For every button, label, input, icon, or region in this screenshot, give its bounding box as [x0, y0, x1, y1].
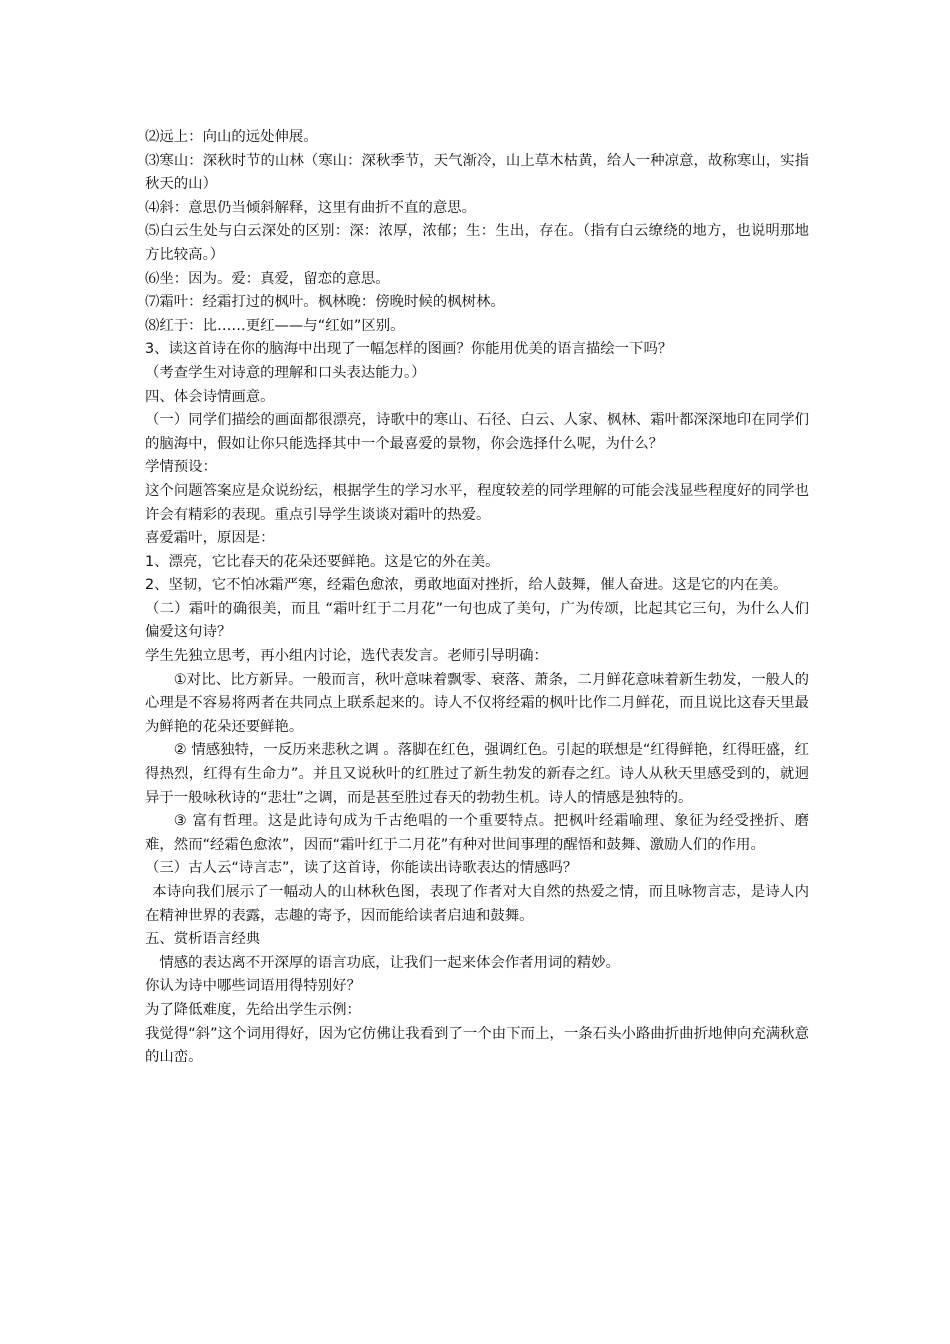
note-7: ⑺霜叶：经霜打过的枫叶。枫林晚：傍晚时候的枫树林。 [145, 294, 505, 311]
note-8: ⑻红于：比……更红——与“红如”区别。 [145, 317, 405, 334]
section-5-question: 你认为诗中哪些词语用得特别好？ [145, 978, 361, 995]
section-5-example-label: 为了降低难度，先给出学生示例： [145, 1001, 361, 1018]
note-2: ⑵远上：向山的远处伸展。 [145, 129, 318, 145]
note-3: ⑶寒山：深秋时节的山林（寒山：深秋季节，天气渐冷，山上草木枯黄，给人一种凉意，故称寒山，实指秋天的山） [145, 152, 809, 193]
section-4-heading: 四、体会诗情画意。 [145, 388, 275, 405]
point-2: ② 情感独特，一反历来悲秋之调 。落脚在红色，强调红色。引起的联想是“红得鲜艳，红得旺盛，红得热烈，红得有生命力”。并且又说秋叶的红胜过了新生勃发的新春之红。诗人从秋天里感受到的，就迥异于一般咏秋诗的“悲壮”之调，而是甚至胜过春天的勃勃生机。诗人的情感是独特的。 [145, 742, 809, 806]
point-3: ③ 富有哲理。这是此诗句成为千古绝唱的一个重要特点。把枫叶经霜喻理、象征为经受挫折、磨难，然而“经霜色愈浓”，因而“霜叶红于二月花”有种对世间事理的醒悟和鼓舞、激励人们的作用。 [145, 813, 809, 853]
note-4: ⑷斜：意思仍当倾斜解释，这里有曲折不直的意思。 [145, 199, 476, 216]
preset-paragraph: 这个问题答案应是众说纷纭，根据学生的学习水平，程度较差的同学理解的可能会浅显些程度好的同学也许会有精彩的表现。重点引导学生谈谈对霜叶的热爱。 [145, 482, 809, 523]
reason-2: 2、坚韧，它不怕冰霜严寒，经霜色愈浓，勇敢地面对挫折，给人鼓舞，催人奋进。这是它的内在美。 [145, 577, 788, 594]
reason-heading: 喜爱霜叶，原因是： [145, 530, 275, 547]
reason-1: 1、漂亮，它比春天的花朵还要鲜艳。这是它的外在美。 [145, 553, 500, 570]
discussion-paragraph: 学生先独立思考，再小组内讨论，选代表发言。老师引导明确： [145, 648, 548, 665]
part-3-paragraph: （三）古人云“诗言志”，读了这首诗，你能读出诗歌表达的情感吗？ [145, 860, 578, 877]
part-3-answer: 本诗向我们展示了一幅动人的山林秋色图，表现了作者对大自然的热爱之情，而且咏物言志，是诗人内在精神世界的表露，志趣的寄予，因而能给读者启迪和鼓舞。 [145, 884, 809, 924]
preset-label: 学情预设： [145, 459, 217, 476]
note-5: ⑸白云生处与白云深处的区别：深：浓厚，浓郁；生：生出，存在。（指有白云缭绕的地方，也说明那地方比较高。） [145, 223, 809, 263]
point-1: ①对比、比方新异。一般而言，秋叶意味着飘零、衰落、萧条，二月鲜花意味着新生勃发，一般人的心理是不容易将两者在共同点上联系起来的。诗人不仅将经霜的枫叶比作二月鲜花，而且说比这春天里最为鲜艳的花朵还要鲜艳。 [145, 671, 809, 735]
note-6: ⑹坐：因为。爱：真爱，留恋的意思。 [145, 270, 390, 287]
question-3: 3、读这首诗在你的脑海中出现了一幅怎样的图画？你能用优美的语言描绘一下吗？ [145, 341, 673, 358]
section-5-example: 我觉得“斜”这个词用得好，因为它仿佛让我看到了一个由下而上，一条石头小路曲折曲折地伸向充满秋意的山峦。 [145, 1025, 809, 1066]
question-3-note: （考查学生对诗意的理解和口头表达能力。） [145, 364, 426, 381]
document-body [145, 126, 809, 1070]
section-5-intro: 情感的表达离不开深厚的语言功底，让我们一起来体会作者用词的精妙。 [159, 954, 620, 971]
section-5-heading: 五、赏析语言经典 [145, 931, 261, 948]
part-1-paragraph: （一）同学们描绘的画面都很漂亮，诗歌中的寒山、石径、白云、人家、枫林、霜叶都深深地印在同学们的脑海中，假如让你只能选择其中一个最喜爱的景物，你会选择什么呢，为什么？ [145, 412, 809, 452]
part-2-paragraph: （二）霜叶的确很美，而且 “霜叶红于二月花”一句也成了美句，广为传颂，比起其它三句，为什么人们偏爱这句诗？ [145, 600, 809, 641]
